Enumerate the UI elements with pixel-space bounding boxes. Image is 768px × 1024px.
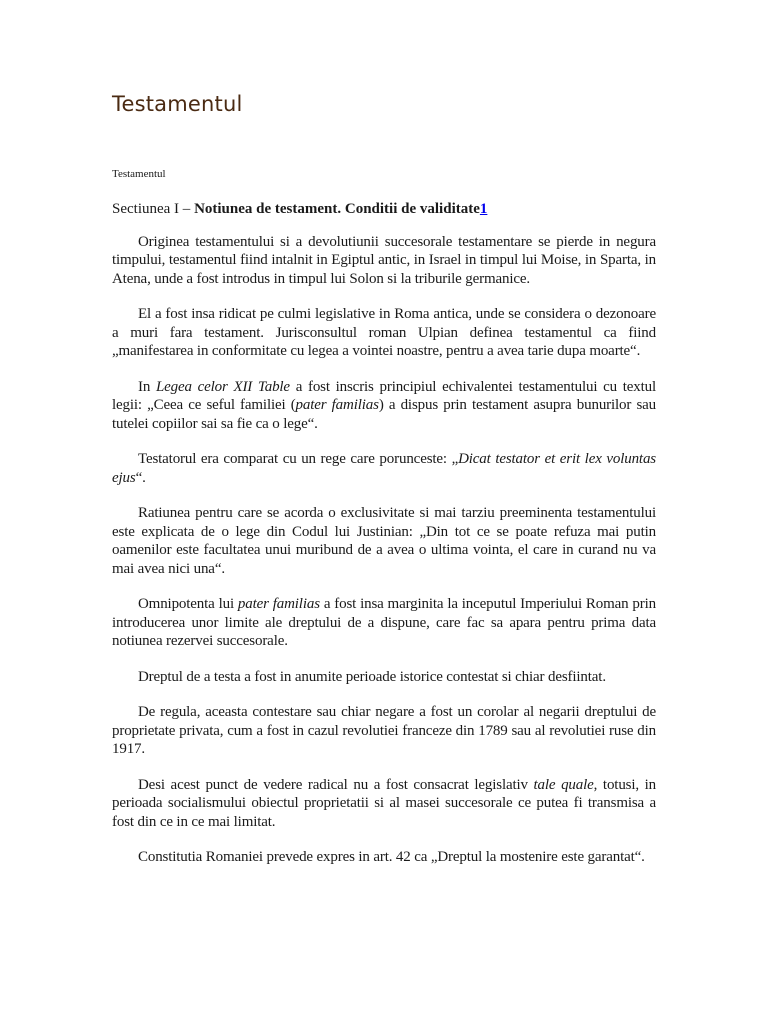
italic-span: pater familias — [295, 397, 379, 414]
text-span: Omnipotenta lui — [138, 596, 238, 613]
italic-span: Legea celor XII Table — [155, 378, 290, 395]
italic-span: pater familias — [237, 596, 320, 613]
document-body — [112, 168, 656, 884]
text-span: Testatorul era comparat cu un rege care porunceste: „ — [138, 451, 459, 468]
paragraph-origin: Originea testamentului si a devolutiunii succesorale testamentare se pierde in negura timpului, testamentul fiind intalnit in Egiptul antic, in Israel in timpul lui Moise, in Sparta, in Atena, unde a fost introdus in timpul lui Solon si la triburile germanice. — [112, 233, 656, 287]
text-span: In — [138, 378, 156, 395]
footnote-link[interactable]: 1 — [479, 201, 488, 218]
italic-span: Dicat testator et erit lex voluntas ejus — [112, 451, 656, 486]
italic-span: tale quale — [533, 776, 594, 793]
paragraph-testator — [112, 450, 656, 487]
text-span: , totusi, in perioada socialismului obiectul proprietatii si al masei succesorale ce putea fi transmisa a fost din ce in ce mai limitat. — [112, 776, 656, 830]
paragraph-justinian: Ratiunea pentru care se acorda o exclusivitate si mai tarziu preeminenta testamentului este explicata de o lege din Codul lui Justinian: „Din tot ce se poate refuza mai putin oamenilor este facultatea unui muribund de a avea o ultima vointa, el care in curand nu va mai avea nici una“. — [112, 505, 656, 577]
small-heading: Testamentul — [112, 168, 166, 180]
section-heading — [112, 200, 656, 219]
paragraph-constitution: Constitutia Romaniei prevede expres in art. 42 ca „Dreptul la mostenire este garantat“. — [138, 849, 645, 866]
paragraph-omnipotence — [112, 595, 656, 651]
text-span: a fost insa marginita la inceputul Imperiului Roman prin introducerea unor limite ale dreptului de a dispune, care fac sa apara pentru prima data notiunea rezervei succesorale. — [112, 596, 656, 650]
section-title: Notiunea de testament. Conditii de validitate — [194, 201, 480, 218]
paragraph-rome: El a fost insa ridicat pe culmi legislative in Roma antica, unde se considera o dezonoare a muri fara testament. Jurisconsultul roman Ulpian definea testamentul ca fiind „manifestarea in conformitate cu legea a vointei noastre, pentru a avea tarie dupa moarte“. — [112, 306, 656, 360]
text-span: “. — [135, 469, 146, 486]
text-span: Desi acest punct de vedere radical nu a fost consacrat legislativ — [138, 776, 534, 793]
paragraph-xii-tables — [112, 378, 656, 434]
paragraph-socialism — [112, 776, 656, 832]
paragraph-contestation: De regula, aceasta contestare sau chiar negare a fost un corolar al negarii dreptului de proprietate privata, cum a fost in cazul revolutiei franceze din 1789 sau al revolutiei ruse din 1917. — [112, 704, 656, 758]
text-span: ) a dispus prin testament asupra bunurilor sau tutelei copiilor sai sa fie ca o lege“. — [112, 397, 656, 432]
document-title: Testamentul — [112, 92, 243, 116]
paragraph-right-to-test: Dreptul de a testa a fost in anumite perioade istorice contestat si chiar desfiintat. — [138, 668, 606, 685]
text-span: a fost inscris principiul echivalentei testamentului cu textul legii: „Ceea ce seful familiei ( — [112, 378, 656, 414]
section-prefix: Sectiunea I – — [112, 201, 195, 218]
